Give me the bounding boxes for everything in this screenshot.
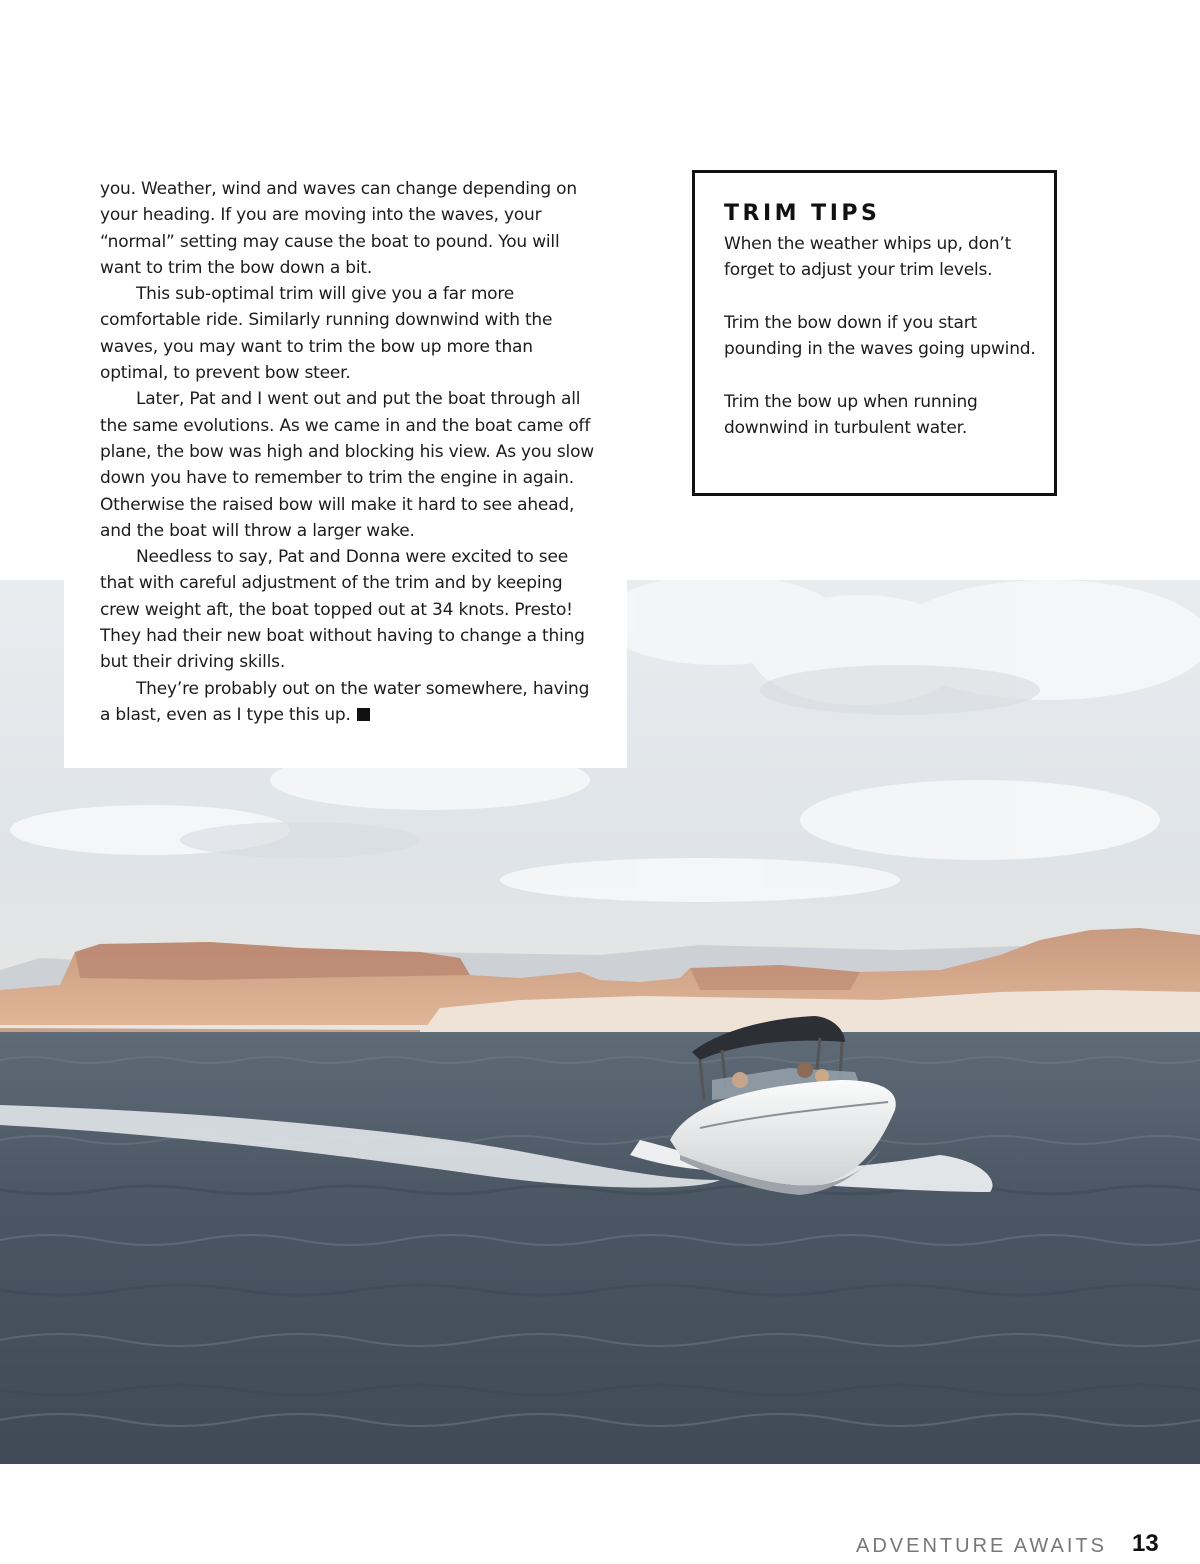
- lake-water: [0, 1032, 1200, 1464]
- sidebar-title: TRIM TIPS: [724, 201, 881, 226]
- sidebar-tip: Trim the bow up when running downwind in turbulent water.: [724, 391, 978, 439]
- page-number: 13: [1132, 1530, 1159, 1557]
- end-of-article-mark: [357, 708, 370, 721]
- article-paragraph: This sub-optimal trim will give you a far more comfortable ride. Similarly running downwind with the waves, you may want to trim the bow up more than optimal, to prevent bow steer.: [100, 284, 553, 384]
- article-paragraph-final: [100, 676, 600, 729]
- sidebar-body: [724, 231, 1044, 468]
- article-paragraph-text: They’re probably out on the water somewhere, having a blast, even as I type this up.: [100, 678, 590, 725]
- footer-section-name: ADVENTURE AWAITS: [856, 1535, 1107, 1557]
- article-body: [100, 176, 600, 728]
- article-paragraph: Needless to say, Pat and Donna were excited to see that with careful adjustment of the trim and by keeping crew weight aft, the boat topped out at 34 knots. Presto! They had their new boat without having to change a thing but their driving skills.: [100, 547, 585, 673]
- article-paragraph: you. Weather, wind and waves can change depending on your heading. If you are moving into the waves, your “normal” setting may cause the boat to pound. You will want to trim the bow down a bit.: [100, 179, 577, 278]
- sidebar-tip: Trim the bow down if you start pounding in the waves going upwind.: [724, 312, 1036, 360]
- sidebar-tip: When the weather whips up, don’t forget to adjust your trim levels.: [724, 234, 1012, 281]
- article-paragraph: Later, Pat and I went out and put the boat through all the same evolutions. As we came in and the boat came off plane, the bow was high and blocking his view. As you slow down you have to remember to trim the engine in again. Otherwise the raised bow will make it hard to see ahead, and the boat will throw a larger wake.: [100, 389, 594, 541]
- trim-tips-sidebar: [692, 170, 1057, 496]
